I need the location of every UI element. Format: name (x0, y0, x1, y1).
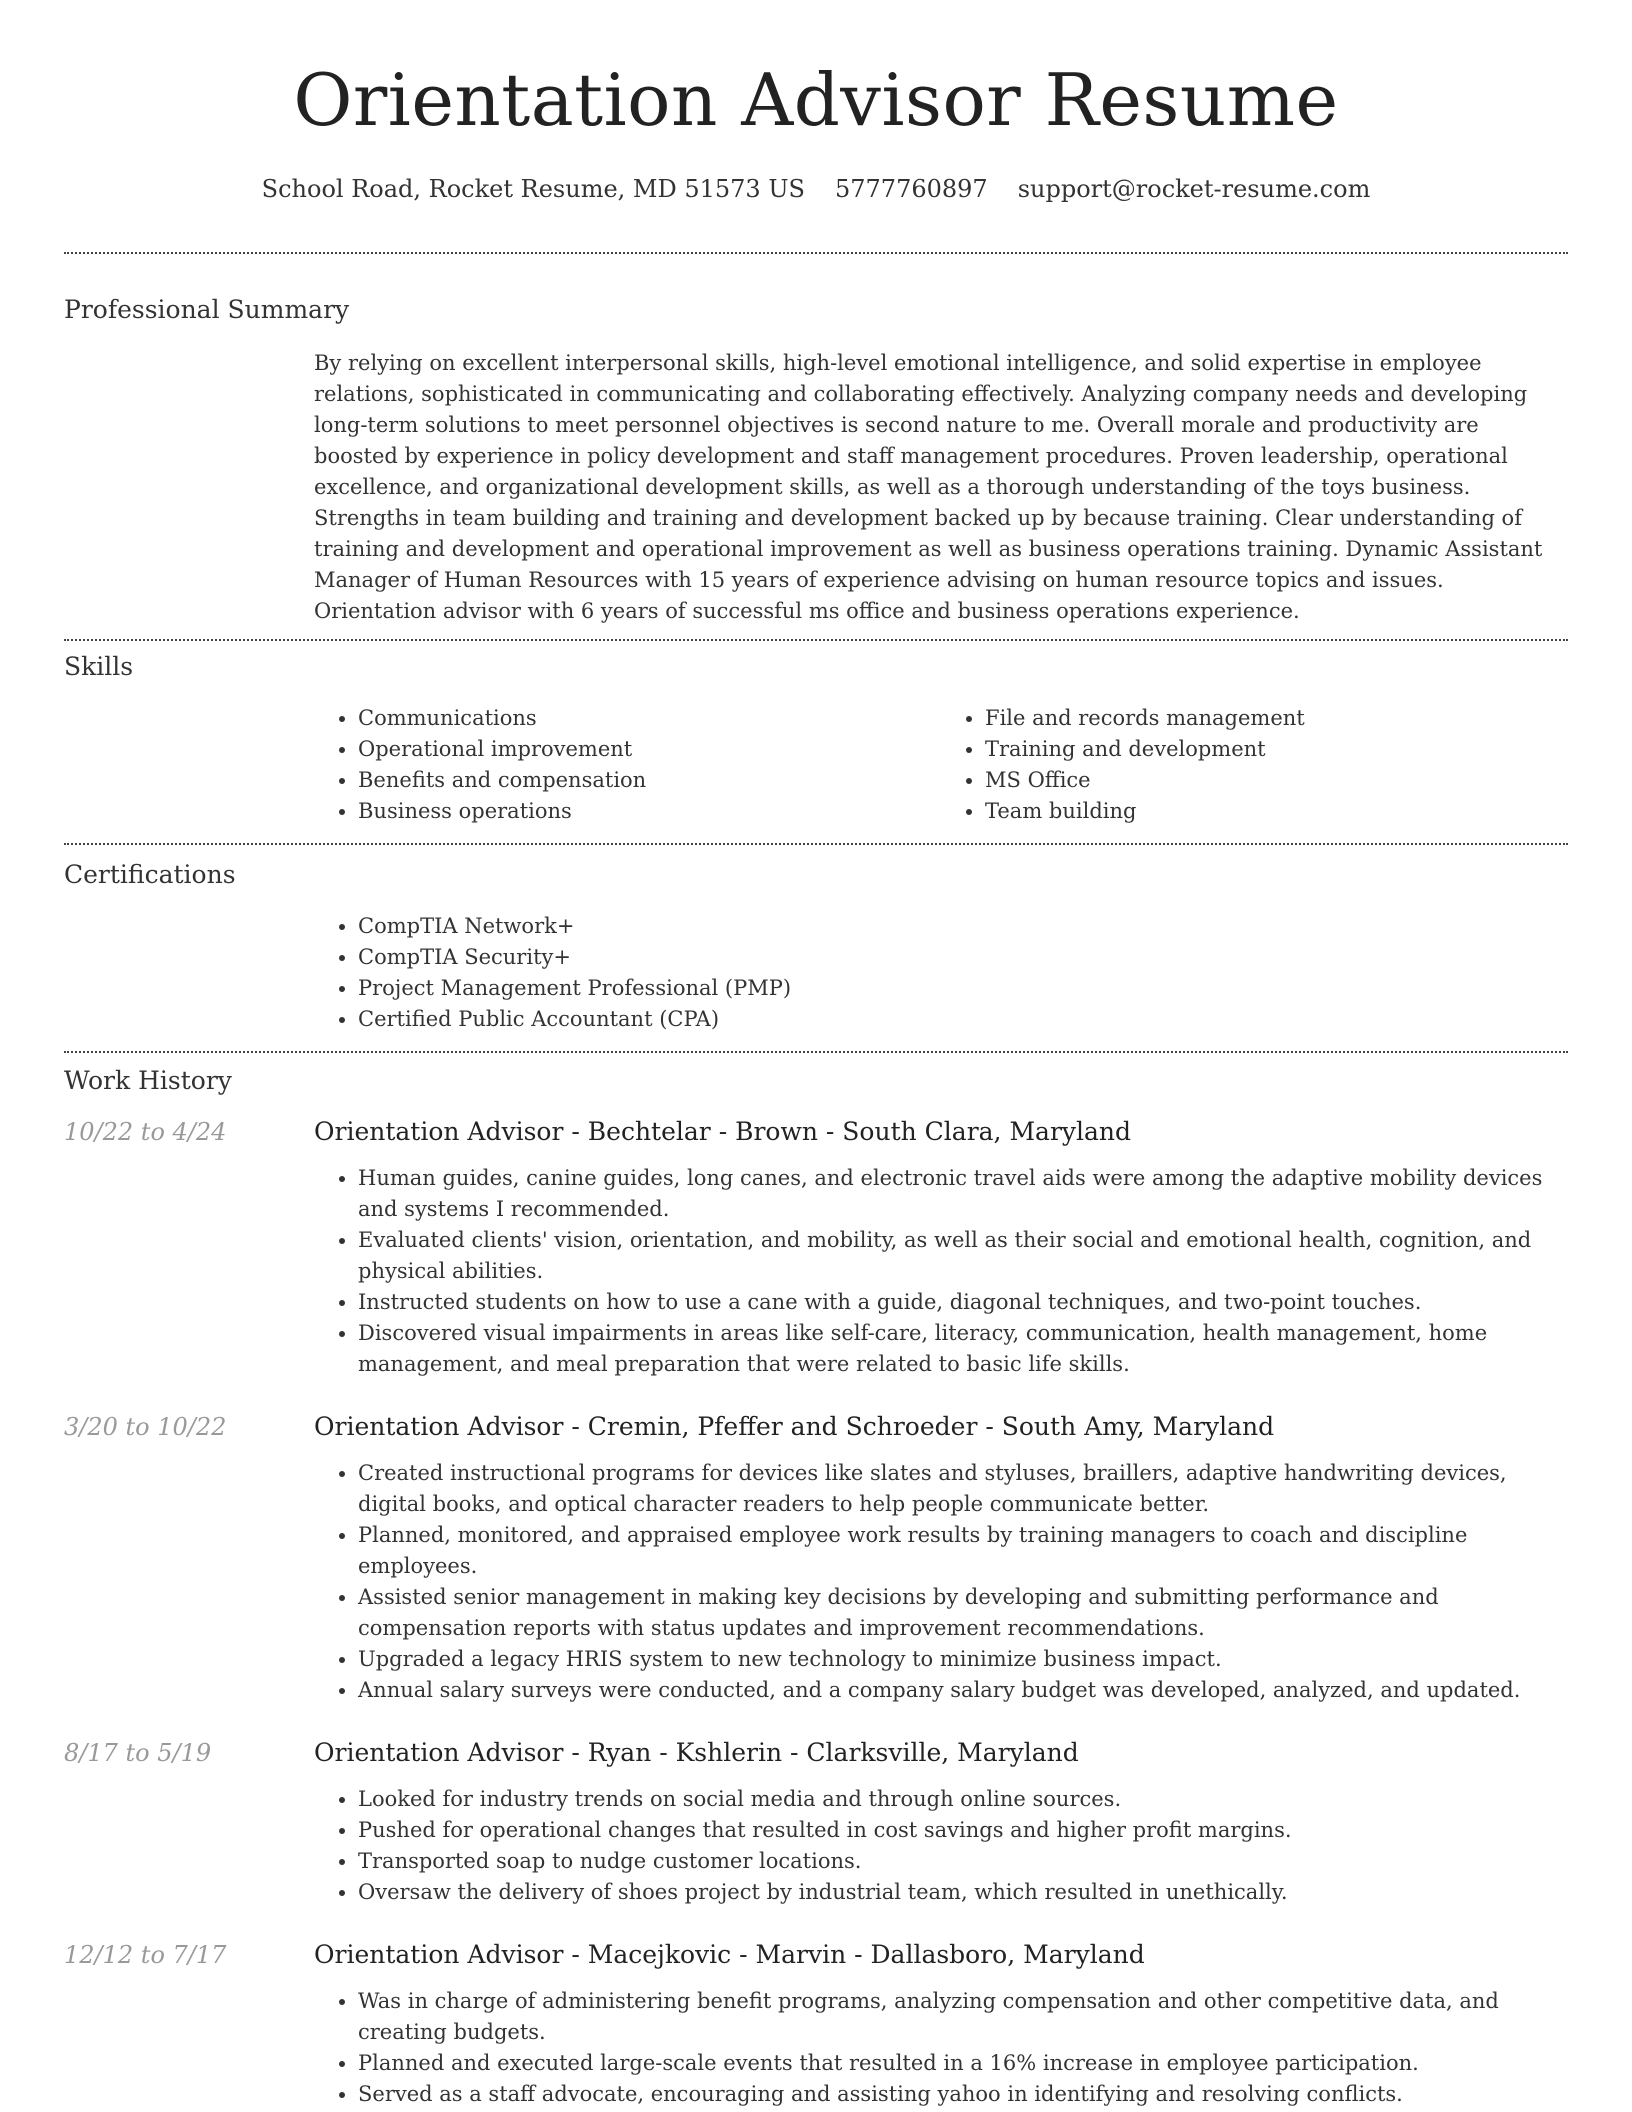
job-bullets (314, 1784, 1568, 1908)
skills-list-left (314, 703, 941, 827)
list-item: • Upgraded a legacy HRIS system to new technology to minimize business impact. (358, 1644, 1568, 1675)
list-item: • Benefits and compensation (358, 765, 941, 796)
list-item: • File and records management (985, 703, 1568, 734)
job-bullets (314, 1986, 1568, 2110)
resume-header (64, 0, 1568, 204)
job-title: Orientation Advisor - Bechtelar - Brown - South Clara, Maryland (314, 1117, 1132, 1146)
list-item: • MS Office (985, 765, 1568, 796)
section-title-work-history: Work History (64, 1066, 232, 1095)
job-content (314, 1938, 1568, 2110)
list-item: • Created instructional programs for devices like slates and styluses, braillers, adaptive handwriting devices, digital books, and optical character readers to help people communicate better. (358, 1458, 1568, 1520)
list-item: • Pushed for operational changes that resulted in cost savings and higher profit margins. (358, 1815, 1568, 1846)
skills-columns (314, 703, 1568, 827)
contact-address: School Road, Rocket Resume, MD 51573 US (261, 175, 805, 203)
list-item: • Certified Public Accountant (CPA) (358, 1004, 1568, 1035)
job-title: Orientation Advisor - Macejkovic - Marvin - Dallasboro, Maryland (314, 1940, 1145, 1969)
list-item: • Project Management Professional (PMP) (358, 973, 1568, 1004)
certifications-body (314, 911, 1568, 1035)
page-title: Orientation Advisor Resume (293, 58, 1339, 142)
job-entry (64, 1736, 1568, 1908)
section-title-skills: Skills (64, 652, 134, 681)
summary-text: By relying on excellent interpersonal skills, high-level emotional intelligence, and solid expertise in employee relations, sophisticated in communicating and collaborating effectively. Analyzing company needs and developing long-term solutions to meet personnel objectives is second nature to me. Overall morale and productivity are boosted by experience in policy development and staff management procedures. Proven leadership, operational excellence, and organizational development skills, as well as a thorough understanding of the toys business. Strengths in team building and training and development backed up by because training. Clear understanding of training and development and operational improvement as well as business operations training. Dynamic Assistant Manager of Human Resources with 15 years of experience advising on human resource topics and issues. Orientation advisor with 6 years of successful ms office and business operations experience. (314, 351, 1543, 623)
list-item: • Evaluated clients' vision, orientation, and mobility, as well as their social and emotional health, cognition, and physical abilities. (358, 1225, 1568, 1287)
job-dates: 10/22 to 4/24 (64, 1118, 227, 1146)
contact-line (64, 174, 1568, 204)
contact-phone: 5777760897 (835, 175, 988, 203)
list-item: • Served as a staff advocate, encouraging and assisting yahoo in identifying and resolving conflicts. (358, 2079, 1568, 2110)
list-item: • Discovered visual impairments in areas like self-care, literacy, communication, health management, home management, and meal preparation that were related to basic life skills. (358, 1318, 1568, 1380)
job-title: Orientation Advisor - Ryan - Kshlerin - Clarksville, Maryland (314, 1738, 1079, 1767)
job-entry (64, 1115, 1568, 1380)
contact-email: support@rocket-resume.com (1017, 175, 1371, 203)
job-content (314, 1115, 1568, 1380)
list-item: • Business operations (358, 796, 941, 827)
list-item: • Oversaw the delivery of shoes project by industrial team, which resulted in unethically. (358, 1877, 1568, 1908)
list-item: • Transported soap to nudge customer locations. (358, 1846, 1568, 1877)
job-content (314, 1736, 1568, 1908)
skills-section (64, 641, 1568, 827)
job-entry (64, 1410, 1568, 1706)
list-item: • Planned, monitored, and appraised employee work results by training managers to coach and discipline employees. (358, 1520, 1568, 1582)
job-bullets (314, 1163, 1568, 1380)
summary-section (64, 254, 1568, 627)
work-history-section (64, 1053, 1568, 2110)
list-item: • Planned and executed large-scale events that resulted in a 16% increase in employee participation. (358, 2048, 1568, 2079)
job-dates: 12/12 to 7/17 (64, 1941, 227, 1969)
certifications-list (314, 911, 1568, 1035)
list-item: • Operational improvement (358, 734, 941, 765)
certifications-section (64, 845, 1568, 1035)
job-dates: 8/17 to 5/19 (64, 1739, 212, 1767)
list-item: • Team building (985, 796, 1568, 827)
list-item: • Was in charge of administering benefit programs, analyzing compensation and other competitive data, and creating budgets. (358, 1986, 1568, 2048)
list-item: • CompTIA Security+ (358, 942, 1568, 973)
list-item: • Instructed students on how to use a cane with a guide, diagonal techniques, and two-point touches. (358, 1287, 1568, 1318)
job-content (314, 1410, 1568, 1706)
job-title: Orientation Advisor - Cremin, Pfeffer and Schroeder - South Amy, Maryland (314, 1412, 1275, 1441)
job-bullets (314, 1458, 1568, 1706)
list-item: • Communications (358, 703, 941, 734)
list-item: • Looked for industry trends on social media and through online sources. (358, 1784, 1568, 1815)
list-item: • CompTIA Network+ (358, 911, 1568, 942)
list-item: • Assisted senior management in making key decisions by developing and submitting performance and compensation reports with status updates and improvement recommendations. (358, 1582, 1568, 1644)
list-item: • Human guides, canine guides, long canes, and electronic travel aids were among the adaptive mobility devices and systems I recommended. (358, 1163, 1568, 1225)
section-title-summary: Professional Summary (64, 295, 350, 324)
job-entry (64, 1938, 1568, 2110)
list-item: • Annual salary surveys were conducted, and a company salary budget was developed, analyzed, and updated. (358, 1675, 1568, 1706)
list-item: • Training and development (985, 734, 1568, 765)
section-title-certifications: Certifications (64, 860, 236, 889)
job-dates: 3/20 to 10/22 (64, 1413, 227, 1441)
skills-list-right (941, 703, 1568, 827)
